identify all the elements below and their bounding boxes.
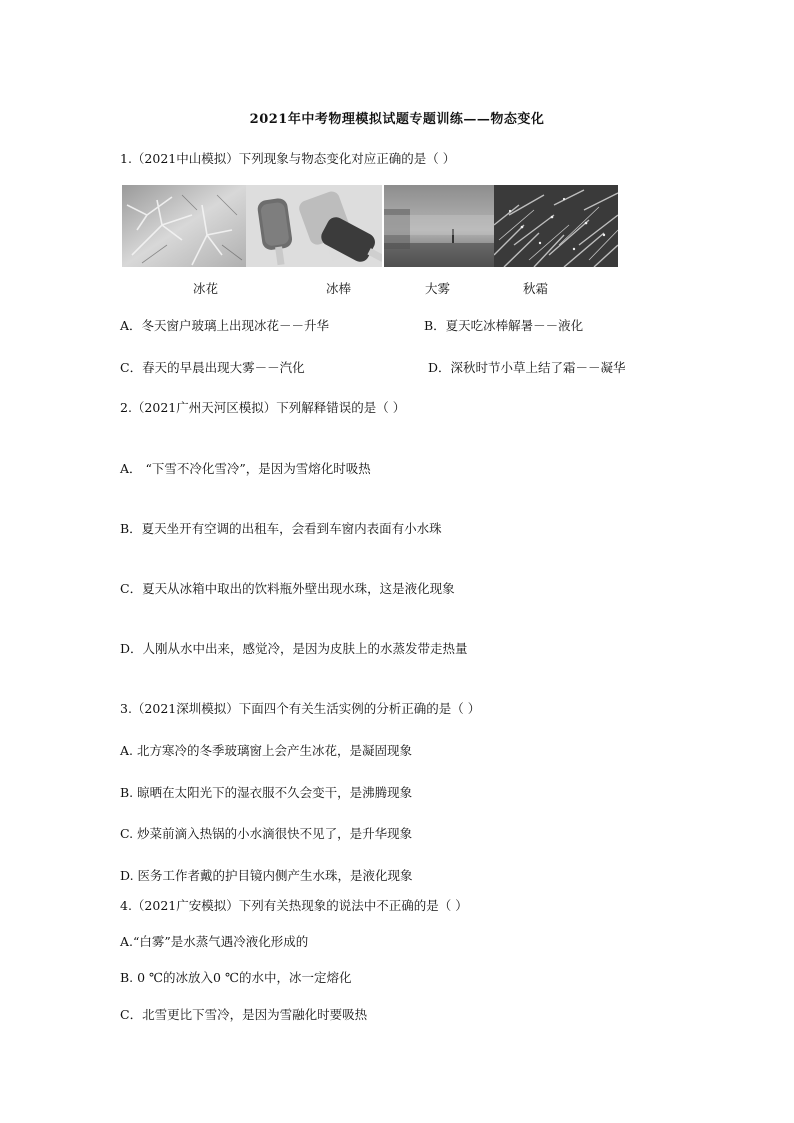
caption-frost-flower: 冰花 [193, 281, 219, 296]
frost-grass-photo [494, 185, 618, 267]
question-1-option-a: A．冬天窗户玻璃上出现冰花－－升华 [120, 318, 330, 333]
caption-frost: 秋霜 [523, 281, 549, 296]
caption-fog: 大雾 [425, 281, 451, 296]
fog-photo [384, 185, 494, 267]
question-2-option-d: D．人刚从水中出来，感觉冷，是因为皮肤上的水蒸发带走热量 [120, 641, 468, 656]
question-1-photos [122, 185, 618, 267]
question-2-option-a: A． “下雪不冷化雪冷”，是因为雪熔化时吸热 [120, 461, 371, 476]
question-4-option-c: C．北雪更比下雪冷，是因为雪融化时要吸热 [120, 1007, 368, 1022]
question-4-stem: 4.（2021广安模拟）下列有关热现象的说法中不正确的是（ ） [120, 898, 468, 913]
question-4-option-b: B. 0 ℃的冰放入0 ℃的水中，冰一定熔化 [120, 970, 352, 985]
question-3-stem: 3.（2021深圳模拟）下面四个有关生活实例的分析正确的是（ ） [120, 701, 481, 716]
frost-flower-photo [122, 185, 246, 267]
question-4-option-a: A.“白雾”是水蒸气遇冷液化形成的 [120, 934, 309, 949]
popsicle-photo [246, 185, 382, 267]
question-1-stem: 1.（2021中山模拟）下列现象与物态变化对应正确的是（ ） [120, 151, 456, 166]
question-2-option-b: B．夏天坐开有空调的出租车，会看到车窗内表面有小水珠 [120, 521, 442, 536]
question-3-option-d: D. 医务工作者戴的护目镜内侧产生水珠，是液化现象 [120, 868, 413, 883]
question-3-option-a: A. 北方寒冷的冬季玻璃窗上会产生冰花，是凝固现象 [120, 743, 412, 758]
question-2-stem: 2.（2021广州天河区模拟）下列解释错误的是（ ） [120, 400, 406, 415]
question-1-option-d: D．深秋时节小草上结了霜－－凝华 [428, 360, 626, 375]
question-1-option-b: B．夏天吃冰棒解暑－－液化 [424, 318, 584, 333]
question-2-option-c: C．夏天从冰箱中取出的饮料瓶外壁出现水珠，这是液化现象 [120, 581, 455, 596]
page-title: 2021年中考物理模拟试题专题训练——物态变化 [249, 112, 545, 127]
question-3-option-c: C. 炒菜前滴入热锅的小水滴很快不见了，是升华现象 [120, 826, 413, 841]
question-3-option-b: B. 晾晒在太阳光下的湿衣服不久会变干，是沸腾现象 [120, 785, 413, 800]
question-1-option-c: C．春天的早晨出现大雾－－汽化 [120, 360, 305, 375]
caption-popsicle: 冰棒 [326, 281, 352, 296]
